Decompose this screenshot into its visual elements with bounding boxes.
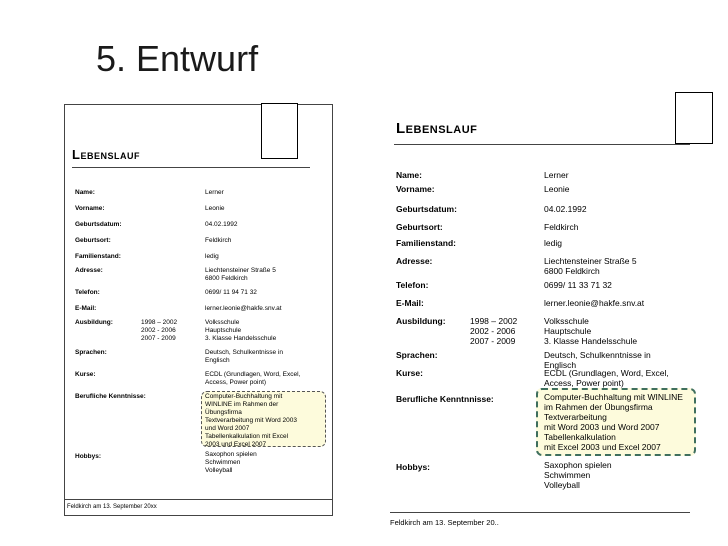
hobby-item: Schwimmen: [544, 470, 591, 480]
value-email: lerner.leonie@hakfe.snv.at: [544, 298, 645, 308]
value-name: Lerner: [205, 189, 224, 196]
ausbildung-years: [141, 319, 177, 343]
value-geburtsort: Feldkirch: [205, 237, 232, 244]
school-name: 3. Klasse Handelsschule: [544, 336, 638, 346]
kenntnis-line: Textverarbeitung: [544, 412, 607, 422]
label-sprachen: Sprachen:: [396, 350, 438, 360]
label-familienstand: Familienstand:: [396, 238, 456, 248]
year-range: 1998 – 2002: [470, 316, 518, 326]
value-hobbys: [544, 460, 684, 490]
value-sprachen: [205, 349, 315, 365]
kenntnis-line: im Rahmen der Übungsfirma: [544, 402, 653, 412]
value-kurse: [544, 368, 684, 388]
year-range: 2002 - 2006: [141, 327, 176, 334]
hobby-item: Volleyball: [544, 480, 580, 490]
hobby-item: Saxophon spielen: [205, 451, 257, 458]
kenntnis-line: und Word 2007: [205, 425, 250, 432]
cv-heading: Lebenslauf: [396, 120, 478, 137]
value-adresse: [544, 256, 684, 276]
year-range: 2007 - 2009: [470, 336, 516, 346]
hobby-item: Volleyball: [205, 467, 233, 474]
label-telefon: Telefon:: [396, 280, 429, 290]
label-ausbildung: Ausbildung:: [396, 316, 446, 326]
hobby-item: Schwimmen: [205, 459, 241, 466]
kenntnis-line: WINLINE im Rahmen der: [205, 401, 279, 408]
year-range: 2007 - 2009: [141, 335, 176, 342]
label-hobbys: Hobbys:: [396, 462, 430, 472]
value-familienstand: ledig: [544, 238, 562, 248]
value-berufliche-kenntnisse: [544, 392, 684, 452]
ausbildung-years: [470, 316, 517, 346]
adresse-line: 6800 Feldkirch: [205, 275, 248, 282]
label-geburtsort: Geburtsort:: [75, 237, 111, 244]
kenntnis-line: mit Excel 2003 und Excel 2007: [544, 442, 661, 452]
label-kurse: Kurse:: [75, 371, 96, 378]
photo-placeholder: [261, 103, 298, 159]
cv-heading: Lebenslauf: [72, 147, 140, 162]
label-vorname: Vorname:: [75, 205, 105, 212]
value-vorname: Leonie: [205, 205, 225, 212]
kenntnis-line: Computer-Buchhaltung mit WINLINE: [544, 392, 683, 402]
label-email: E-Mail:: [75, 305, 97, 312]
label-email: E-Mail:: [396, 298, 424, 308]
value-familienstand: ledig: [205, 253, 219, 260]
divider: [394, 144, 690, 145]
label-geburtsdatum: Geburtsdatum:: [75, 221, 122, 228]
kurse-line: ECDL (Grundlagen, Word, Excel,: [205, 371, 301, 378]
label-name: Name:: [396, 170, 422, 180]
kenntnis-line: Übungsfirma: [205, 409, 242, 416]
kurse-line: ECDL (Grundlagen, Word, Excel,: [544, 368, 669, 378]
kurse-line: Access, Power point): [544, 378, 624, 388]
divider: [72, 167, 310, 168]
school-name: Hauptschule: [205, 327, 242, 334]
label-name: Name:: [75, 189, 95, 196]
kenntnis-line: mit Word 2003 und Word 2007: [544, 422, 660, 432]
kenntnis-line: Textverarbeitung mit Word 2003: [205, 417, 298, 424]
label-adresse: Adresse:: [75, 267, 103, 274]
school-name: Volksschule: [205, 319, 240, 326]
sprachen-line: Deutsch, Schulkentnisse in: [205, 349, 284, 356]
hobby-item: Saxophon spielen: [544, 460, 612, 470]
value-geburtsort: Feldkirch: [544, 222, 579, 232]
kenntnis-line: Tabellenkalkulation: [544, 432, 616, 442]
school-name: Hauptschule: [544, 326, 592, 336]
label-geburtsdatum: Geburtsdatum:: [396, 204, 457, 214]
value-email: lerner.leonie@hakfe.snv.at: [205, 305, 282, 312]
kurse-line: Access, Power point): [205, 379, 267, 386]
kenntnis-line: Computer-Buchhaltung mit: [205, 393, 283, 400]
footer-divider: [390, 512, 690, 513]
cv-footer: Feldkirch am 13. September 20..: [390, 518, 499, 527]
label-berufliche-kenntnisse: Berufliche Kenntnnisse:: [396, 394, 494, 404]
value-telefon: 0699/ 11 94 71 32: [205, 289, 257, 296]
cv-small-page: [64, 104, 333, 516]
year-range: 1998 – 2002: [141, 319, 178, 326]
label-berufliche-kenntnisse: Berufliche Kenntnisse:: [75, 393, 146, 400]
label-hobbys: Hobbys:: [75, 453, 101, 460]
value-berufliche-kenntnisse: [205, 393, 315, 449]
value-vorname: Leonie: [544, 184, 570, 194]
cv-footer: Feldkirch am 13. September 20xx: [65, 499, 332, 515]
school-name: 3. Klasse Handelsschule: [205, 335, 277, 342]
cv-large-page: [390, 104, 696, 527]
label-vorname: Vorname:: [396, 184, 435, 194]
value-geburtsdatum: 04.02.1992: [205, 221, 238, 228]
value-sprachen: Deutsch, Schulkenntnisse in Englisch: [544, 350, 651, 370]
ausbildung-schools: [544, 316, 684, 346]
label-geburtsort: Geburtsort:: [396, 222, 443, 232]
label-sprachen: Sprachen:: [75, 349, 107, 356]
kenntnis-line: 2003 und Excel 2007: [205, 441, 267, 448]
school-name: Volksschule: [544, 316, 589, 326]
label-kurse: Kurse:: [396, 368, 423, 378]
value-name: Lerner: [544, 170, 569, 180]
adresse-line: 6800 Feldkirch: [544, 266, 600, 276]
ausbildung-schools: [205, 319, 315, 343]
value-kurse: [205, 371, 315, 387]
value-hobbys: [205, 451, 315, 475]
value-geburtsdatum: 04.02.1992: [544, 204, 587, 214]
label-familienstand: Familienstand:: [75, 253, 121, 260]
label-adresse: Adresse:: [396, 256, 433, 266]
value-telefon: 0699/ 11 33 71 32: [544, 280, 612, 290]
slide-title: 5. Entwurf: [96, 38, 259, 79]
kenntnis-line: Tabellenkalkulation mit Excel: [205, 433, 289, 440]
year-range: 2002 - 2006: [470, 326, 516, 336]
value-adresse: [205, 267, 315, 283]
adresse-line: Liechtensteiner Straße 5: [205, 267, 276, 274]
label-ausbildung: Ausbildung:: [75, 319, 113, 326]
sprachen-line: Englisch: [205, 357, 230, 364]
adresse-line: Liechtensteiner Straße 5: [544, 256, 637, 266]
photo-placeholder: [675, 92, 713, 144]
label-telefon: Telefon:: [75, 289, 100, 296]
